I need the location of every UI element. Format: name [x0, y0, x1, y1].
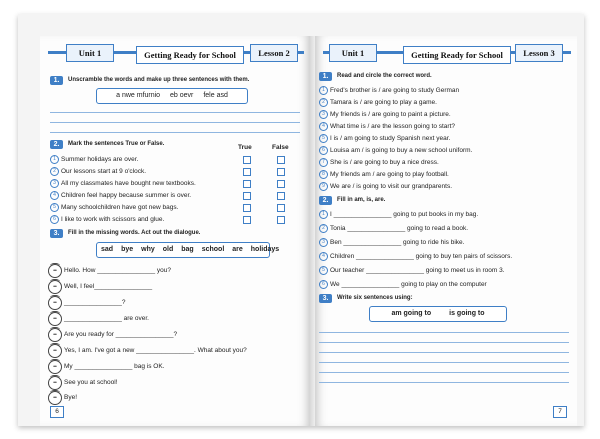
answer-line[interactable]	[319, 352, 569, 353]
true-checkbox[interactable]	[243, 216, 251, 224]
exercise-1-instruction: Unscramble the words and make up three sentences with them.	[68, 77, 250, 83]
false-checkbox[interactable]	[277, 168, 285, 176]
right-header	[323, 42, 571, 64]
item-number: 4	[50, 191, 59, 200]
character-face-icon: ••	[48, 391, 62, 405]
statement-row	[50, 203, 178, 212]
word-bank-word: why	[141, 246, 155, 253]
item-number: 3	[319, 238, 328, 247]
false-column-header: False	[272, 144, 289, 151]
circle-item-text: What time is / are the lesson going to start?	[330, 123, 456, 131]
statement-row	[50, 215, 164, 224]
scrambled-word: fele asd	[203, 92, 228, 99]
word-bank-word: are	[232, 246, 243, 253]
scrambled-words-box	[96, 88, 248, 104]
statement-text: Summer holidays are over.	[61, 156, 139, 164]
true-checkbox[interactable]	[243, 204, 251, 212]
exercise-1-instruction: Read and circle the correct word.	[337, 73, 432, 79]
dialogue-line: Hello. How ________________ you?	[64, 267, 171, 274]
item-number: 3	[319, 110, 328, 119]
circle-item	[319, 86, 459, 95]
fill-item	[319, 224, 468, 233]
character-face-icon: ••	[48, 328, 62, 342]
phrase: am going to	[391, 310, 432, 317]
exercise-2-instruction: Mark the sentences True or False.	[68, 141, 165, 147]
word-bank-box	[96, 242, 280, 258]
item-number: 7	[319, 158, 328, 167]
item-number: 1	[50, 155, 59, 164]
statement-text: I like to work with scissors and glue.	[61, 216, 165, 224]
circle-item-text: Tamara is / are going to play a game.	[330, 99, 437, 107]
dialogue-line: ________________ are over.	[64, 315, 149, 322]
statement-row	[50, 155, 138, 164]
item-number: 5	[319, 134, 328, 143]
statement-text: Children feel happy because summer is over.	[61, 192, 192, 200]
circle-item	[319, 98, 437, 107]
circle-item	[319, 110, 451, 119]
lesson-title: Getting Ready for School	[403, 46, 511, 64]
item-number: 9	[319, 182, 328, 191]
circle-item	[319, 146, 472, 155]
dialogue-line: Are you ready for ________________?	[64, 331, 178, 338]
fill-item-text: Tonia ________________ going to read a book.	[330, 225, 469, 233]
false-checkbox[interactable]	[277, 180, 285, 188]
lesson-title: Getting Ready for School	[136, 46, 244, 64]
answer-line[interactable]	[319, 362, 569, 363]
character-face-icon: ••	[48, 312, 62, 326]
false-checkbox[interactable]	[277, 192, 285, 200]
circle-item-text: She is / are going to buy a nice dress.	[330, 159, 439, 167]
word-bank-word: bag	[181, 246, 194, 253]
right-page	[315, 36, 577, 426]
lesson-label: Lesson 3	[515, 44, 563, 62]
circle-item	[319, 170, 449, 179]
false-checkbox[interactable]	[277, 156, 285, 164]
word-bank-word: school	[201, 246, 225, 253]
statement-row	[50, 179, 196, 188]
item-number: 4	[319, 252, 328, 261]
item-number: 2	[319, 98, 328, 107]
fill-item	[319, 210, 478, 219]
scrambled-word: eb oevr	[170, 92, 194, 99]
true-column-header: True	[238, 144, 252, 151]
exercise-1-number: 1.	[50, 76, 63, 85]
statement-row	[50, 191, 191, 200]
true-checkbox[interactable]	[243, 168, 251, 176]
true-checkbox[interactable]	[243, 156, 251, 164]
circle-item-text: I is / am going to study Spanish next year.	[330, 135, 451, 143]
fill-item-text: Children ________________ going to buy ten pairs of scissors.	[330, 253, 513, 261]
character-face-icon: ••	[48, 360, 62, 374]
page-number: 6	[50, 406, 64, 418]
item-number: 1	[319, 86, 328, 95]
dialogue-line: Yes, I am. I've got a new ________________. What about you?	[64, 347, 247, 354]
item-number: 2	[319, 224, 328, 233]
fill-item-text: Ben ________________ going to ride his bike.	[330, 239, 465, 247]
circle-item	[319, 182, 452, 191]
statement-text: All my classmates have bought new textbooks.	[61, 180, 196, 188]
character-face-icon: ••	[48, 344, 62, 358]
answer-line[interactable]	[319, 332, 569, 333]
item-number: 5	[319, 266, 328, 275]
exercise-3-instruction: Fill in the missing words. Act out the dialogue.	[68, 230, 201, 236]
answer-line[interactable]	[319, 382, 569, 383]
character-face-icon: ••	[48, 264, 62, 278]
fill-item	[319, 280, 487, 289]
statement-text: Our lessons start at 9 o'clock.	[61, 168, 147, 176]
answer-line[interactable]	[319, 342, 569, 343]
exercise-2-number: 2.	[319, 196, 332, 205]
dialogue-line: See you at school!	[64, 379, 118, 386]
exercise-2-instruction: Fill in am, is, are.	[337, 197, 386, 203]
unit-label: Unit 1	[329, 44, 377, 62]
word-bank-word: holidays	[250, 246, 280, 253]
item-number: 5	[50, 203, 59, 212]
character-face-icon: ••	[48, 296, 62, 310]
circle-item-text: Louisa am / is going to buy a new school uniform.	[330, 147, 473, 155]
exercise-3-number: 3.	[50, 229, 63, 238]
left-page	[40, 36, 310, 426]
item-number: 4	[319, 122, 328, 131]
item-number: 6	[319, 146, 328, 155]
false-checkbox[interactable]	[277, 216, 285, 224]
fill-item	[319, 252, 512, 261]
exercise-1-number: 1.	[319, 72, 332, 81]
fill-item	[319, 266, 505, 275]
circle-item-text: We are / is going to visit our grandparents.	[330, 183, 452, 191]
character-face-icon: ••	[48, 280, 62, 294]
left-header	[48, 42, 304, 64]
statement-row	[50, 167, 146, 176]
false-checkbox[interactable]	[277, 204, 285, 212]
circle-item	[319, 134, 450, 143]
fill-item-text: I ________________ going to put books in my bag.	[330, 211, 479, 219]
word-bank-word: old	[162, 246, 174, 253]
lesson-label: Lesson 2	[250, 44, 298, 62]
item-number: 8	[319, 170, 328, 179]
exercise-2-number: 2.	[50, 140, 63, 149]
true-checkbox[interactable]	[243, 192, 251, 200]
item-number: 2	[50, 167, 59, 176]
scrambled-word: a nwe mfurnio	[116, 92, 161, 99]
unit-label: Unit 1	[66, 44, 114, 62]
item-number: 1	[319, 210, 328, 219]
circle-item-text: Fred's brother is / are going to study German	[330, 87, 460, 95]
circle-item-text: My friends is / are going to paint a picture.	[330, 111, 451, 119]
circle-item	[319, 158, 439, 167]
phrase-box	[369, 306, 507, 322]
fill-item-text: We ________________ going to play on the computer	[330, 281, 487, 289]
dialogue-line: My ________________ bag is OK.	[64, 363, 165, 370]
true-checkbox[interactable]	[243, 180, 251, 188]
dialogue-line: Bye!	[64, 394, 78, 401]
item-number: 3	[50, 179, 59, 188]
workbook-spread	[18, 14, 584, 426]
fill-item-text: Our teacher ________________ going to meet us in room 3.	[330, 267, 505, 275]
circle-item-text: My friends am / are going to play football.	[330, 171, 449, 179]
answer-line[interactable]	[50, 112, 300, 113]
phrase: is going to	[449, 310, 485, 317]
dialogue-line: Well, I feel________________	[64, 283, 153, 290]
character-face-icon: ••	[48, 376, 62, 390]
answer-line[interactable]	[50, 122, 300, 123]
word-bank-word: bye	[121, 246, 134, 253]
answer-line[interactable]	[319, 372, 569, 373]
item-number: 6	[50, 215, 59, 224]
answer-line[interactable]	[50, 132, 300, 133]
word-bank-word: sad	[101, 246, 114, 253]
exercise-3-instruction: Write six sentences using:	[337, 295, 413, 301]
item-number: 6	[319, 280, 328, 289]
exercise-3-number: 3.	[319, 294, 332, 303]
page-number: 7	[553, 406, 567, 418]
dialogue-line: ________________?	[64, 299, 126, 306]
circle-item	[319, 122, 455, 131]
statement-text: Many schoolchildren have got new bags.	[61, 204, 179, 212]
fill-item	[319, 238, 464, 247]
